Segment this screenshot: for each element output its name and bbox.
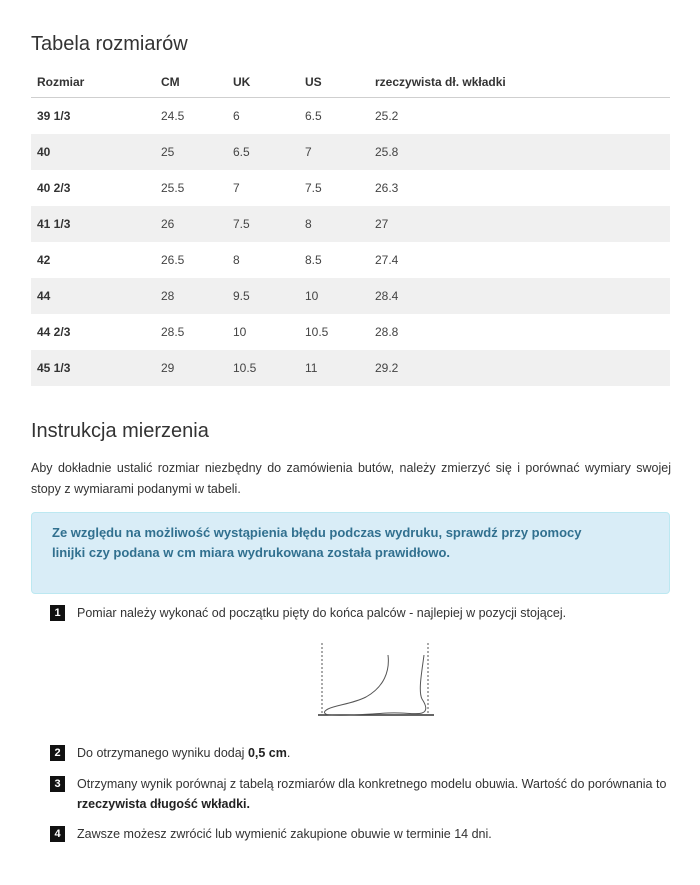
table-row bbox=[31, 314, 670, 350]
table-cell: 27 bbox=[369, 206, 670, 242]
column-header: US bbox=[299, 66, 369, 98]
step-number: 1 bbox=[50, 605, 65, 621]
table-cell: 11 bbox=[299, 350, 369, 386]
table-cell: 44 bbox=[31, 278, 155, 314]
step-text: Pomiar należy wykonać od początku pięty do końca palców - najlepiej w pozycji stojącej. bbox=[77, 606, 567, 620]
table-cell: 27.4 bbox=[369, 242, 670, 278]
instructions-intro: Aby dokładnie ustalić rozmiar niezbędny do zamówienia butów, należy zmierzyć się i porównać wymiary swojej stopy z wymiarami podanymi w tabeli. bbox=[31, 461, 671, 496]
size-table bbox=[31, 66, 670, 386]
table-cell: 9.5 bbox=[227, 278, 299, 314]
column-header: CM bbox=[155, 66, 227, 98]
table-cell: 41 1/3 bbox=[31, 206, 155, 242]
table-row bbox=[31, 206, 670, 242]
table-cell: 29 bbox=[155, 350, 227, 386]
table-cell: 28 bbox=[155, 278, 227, 314]
table-cell: 6.5 bbox=[227, 134, 299, 170]
table-cell: 7 bbox=[227, 170, 299, 206]
table-cell: 7.5 bbox=[299, 170, 369, 206]
table-cell: 42 bbox=[31, 242, 155, 278]
table-cell: 44 2/3 bbox=[31, 314, 155, 350]
table-row bbox=[31, 134, 670, 170]
step-number: 4 bbox=[50, 826, 65, 842]
table-cell: 39 1/3 bbox=[31, 98, 155, 135]
table-cell: 26.3 bbox=[369, 170, 670, 206]
size-table-title: Tabela rozmiarów bbox=[31, 33, 188, 55]
table-cell: 10 bbox=[299, 278, 369, 314]
step-number: 3 bbox=[50, 776, 65, 792]
table-cell: 10.5 bbox=[227, 350, 299, 386]
step-text-bold: rzeczywista długość wkładki. bbox=[77, 797, 250, 811]
table-cell: 26 bbox=[155, 206, 227, 242]
table-cell: 7 bbox=[299, 134, 369, 170]
table-cell: 10 bbox=[227, 314, 299, 350]
table-row bbox=[31, 350, 670, 386]
table-cell: 8.5 bbox=[299, 242, 369, 278]
step-text-part: Do otrzymanego wyniku dodaj bbox=[77, 746, 248, 760]
table-cell: 6 bbox=[227, 98, 299, 135]
table-cell: 40 bbox=[31, 134, 155, 170]
step-text-bold: 0,5 cm bbox=[247, 746, 287, 760]
table-row bbox=[31, 278, 670, 314]
step-text bbox=[77, 774, 677, 814]
table-cell: 29.2 bbox=[369, 350, 670, 386]
table-cell: 26.5 bbox=[155, 242, 227, 278]
step-number: 2 bbox=[50, 745, 65, 761]
step-text-part: . bbox=[286, 746, 291, 760]
table-cell: 8 bbox=[299, 206, 369, 242]
step-text bbox=[77, 743, 677, 763]
column-header: Rozmiar bbox=[31, 66, 155, 98]
table-cell: 40 2/3 bbox=[31, 170, 155, 206]
table-cell: 28.4 bbox=[369, 278, 670, 314]
table-cell: 7.5 bbox=[227, 206, 299, 242]
step-text-part: Otrzymany wynik porównaj z tabelą rozmiarów dla konkretnego modelu obuwia. Wartość do porównania to bbox=[77, 777, 667, 791]
step-text: Zawsze możesz zwrócić lub wymienić zakupione obuwie w terminie 14 dni. bbox=[77, 827, 492, 841]
table-cell: 6.5 bbox=[299, 98, 369, 135]
column-header: rzeczywista dł. wkładki bbox=[369, 66, 670, 98]
table-cell: 28.8 bbox=[369, 314, 670, 350]
alert-line: linijki czy podana w cm miara wydrukowana została prawidłowo. bbox=[52, 545, 451, 560]
alert-line: Ze względu na możliwość wystąpienia błędu podczas wydruku, sprawdź przy pomocy bbox=[52, 525, 582, 540]
table-cell: 10.5 bbox=[299, 314, 369, 350]
table-cell: 8 bbox=[227, 242, 299, 278]
table-cell: 25.5 bbox=[155, 170, 227, 206]
instructions-title: Instrukcja mierzenia bbox=[31, 420, 209, 442]
table-cell: 25.8 bbox=[369, 134, 670, 170]
table-cell: 24.5 bbox=[155, 98, 227, 135]
table-row bbox=[31, 170, 670, 206]
foot-measurement-icon bbox=[318, 641, 434, 719]
print-warning-alert bbox=[31, 512, 670, 594]
table-cell: 25.2 bbox=[369, 98, 670, 135]
table-cell: 25 bbox=[155, 134, 227, 170]
column-header: UK bbox=[227, 66, 299, 98]
size-table-header bbox=[31, 66, 670, 98]
table-row bbox=[31, 242, 670, 278]
table-cell: 28.5 bbox=[155, 314, 227, 350]
table-row bbox=[31, 98, 670, 135]
table-cell: 45 1/3 bbox=[31, 350, 155, 386]
